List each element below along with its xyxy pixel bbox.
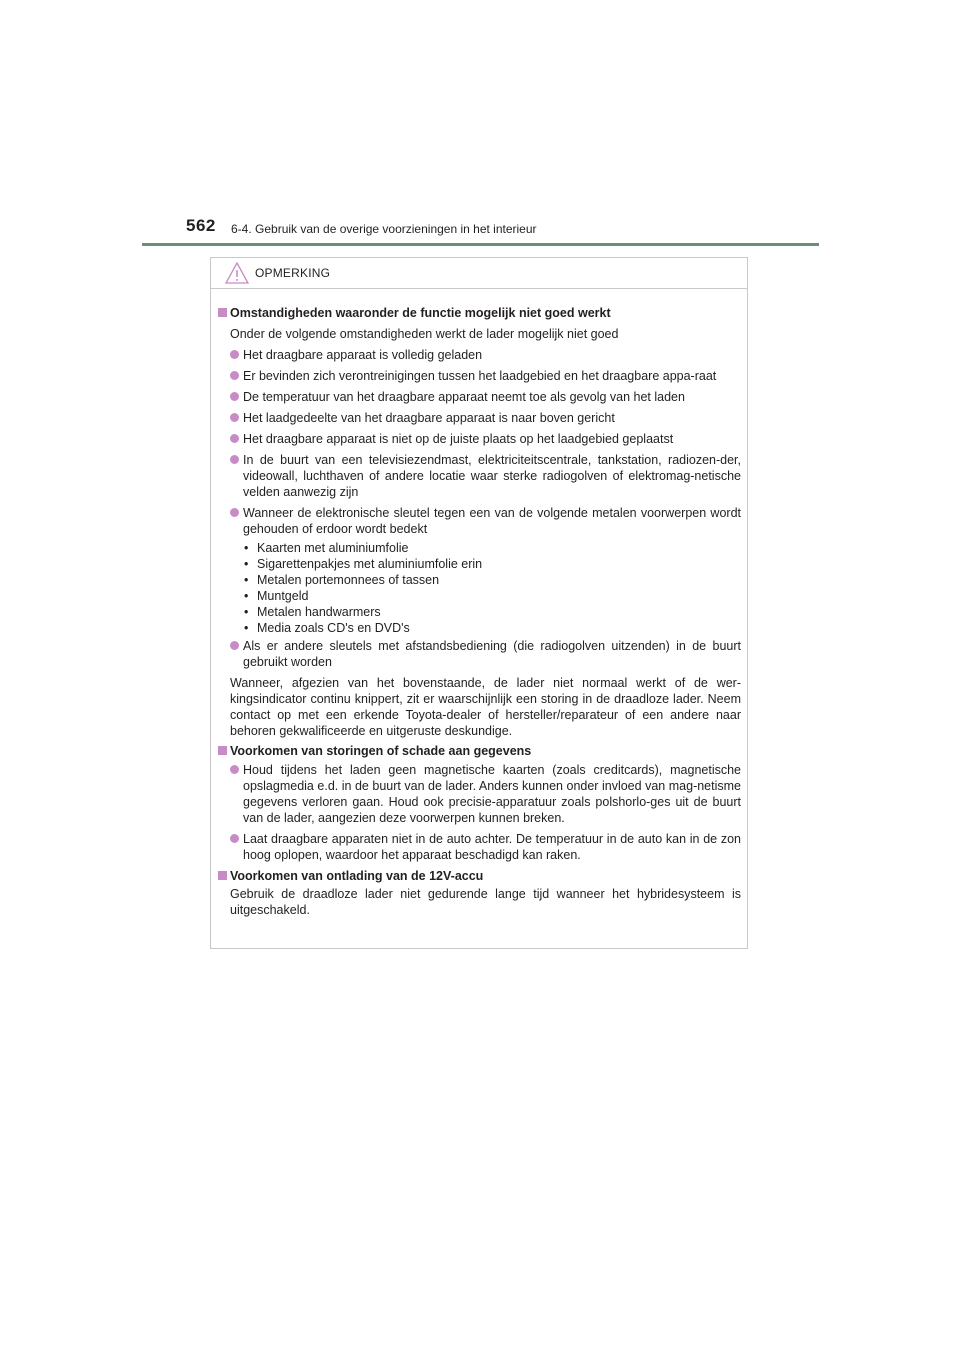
square-bullet-icon (218, 746, 227, 755)
circle-bullet-icon (230, 350, 239, 359)
notice-body (211, 289, 747, 918)
circle-bullet-icon (230, 765, 239, 774)
circle-bullet-icon (230, 392, 239, 401)
sub-list-item: • Media zoals CD's en DVD's (244, 621, 410, 635)
section-closing: Wanneer, afgezien van het bovenstaande, de lader niet normaal werkt of de wer-kingsindicator continu knippert, zit er waarschijnlijk een storing in de draadloze lader. Neem contact op met een erkende Toyota-dealer of hersteller/reparateur of een andere naar behoren gekwalificeerde en uitgeruste deskundige. (230, 676, 741, 738)
sub-list-item: • Metalen portemonnees of tassen (244, 573, 440, 587)
list-item: Het draagbare apparaat is niet op de juiste plaats op het laadgebied geplaatst (217, 431, 741, 447)
circle-bullet-icon (230, 641, 239, 650)
circle-bullet-icon (230, 434, 239, 443)
header-rule (142, 243, 819, 246)
list-item: De temperatuur van het draagbare apparaat neemt toe als gevolg van het laden (217, 389, 741, 405)
list-item: Er bevinden zich verontreinigingen tussen het laadgebied en het draagbare appa-raat (217, 368, 741, 384)
section-heading: Omstandigheden waaronder de functie mogelijk niet goed werkt (217, 305, 741, 321)
sub-list-item: • Kaarten met aluminiumfolie (244, 541, 409, 555)
list-item: Laat draagbare apparaten niet in de auto achter. De temperatuur in de auto kan in de zon hoog oplopen, waardoor het apparaat beschadigd kan raken. (217, 831, 741, 863)
list-item: Het draagbare apparaat is volledig geladen (217, 347, 741, 363)
square-bullet-icon (218, 871, 227, 880)
section-intro: Onder de volgende omstandigheden werkt de lader mogelijk niet goed (230, 327, 619, 341)
section-heading: Voorkomen van storingen of schade aan gegevens (217, 743, 741, 759)
sub-list-item: • Metalen handwarmers (244, 605, 381, 619)
sub-list-item: • Sigarettenpakjes met aluminiumfolie erin (244, 557, 483, 571)
section-title: 6-4. Gebruik van de overige voorzieningen in het interieur (231, 222, 537, 236)
circle-bullet-icon (230, 834, 239, 843)
page-number: 562 (186, 216, 216, 235)
section-heading: Voorkomen van ontlading van de 12V-accu (217, 868, 741, 884)
circle-bullet-icon (230, 455, 239, 464)
sub-list-item: • Muntgeld (244, 589, 309, 603)
circle-bullet-icon (230, 413, 239, 422)
notice-header (211, 258, 747, 289)
list-item: Als er andere sleutels met afstandsbediening (die radiogolven uitzenden) in de buurt gebruikt worden (217, 638, 741, 670)
circle-bullet-icon (230, 371, 239, 380)
list-item: Houd tijdens het laden geen magnetische kaarten (zoals creditcards), magnetische opslagmedia e.d. in de buurt van de lader. Anders kunnen onder invloed van mag-netisme gegevens verloren gaan. Houd ook precisie-apparatuur zoals polshorlo-ges uit de buurt van de lader, aangezien deze voorwerpen kunnen breken. (217, 762, 741, 826)
list-item: In de buurt van een televisiezendmast, elektriciteitscentrale, tankstation, radiozen-der, videowall, luchthaven of andere locatie waar sterke radiogolven of elektromag-netische velden aanwezig zijn (217, 452, 741, 500)
list-item: Wanneer de elektronische sleutel tegen een van de volgende metalen voorwerpen wordt gehouden of erdoor wordt bedekt (217, 505, 741, 537)
notice-title: OPMERKING (255, 266, 331, 280)
sub-list (217, 540, 741, 636)
list-item: Het laadgedeelte van het draagbare apparaat is naar boven gericht (217, 410, 741, 426)
warning-triangle-icon (225, 262, 249, 284)
notice-box (210, 257, 748, 949)
section-text: Gebruik de draadloze lader niet gedurende lange tijd wanneer het hybridesysteem is uitgeschakeld. (230, 887, 741, 917)
square-bullet-icon (218, 308, 227, 317)
circle-bullet-icon (230, 508, 239, 517)
